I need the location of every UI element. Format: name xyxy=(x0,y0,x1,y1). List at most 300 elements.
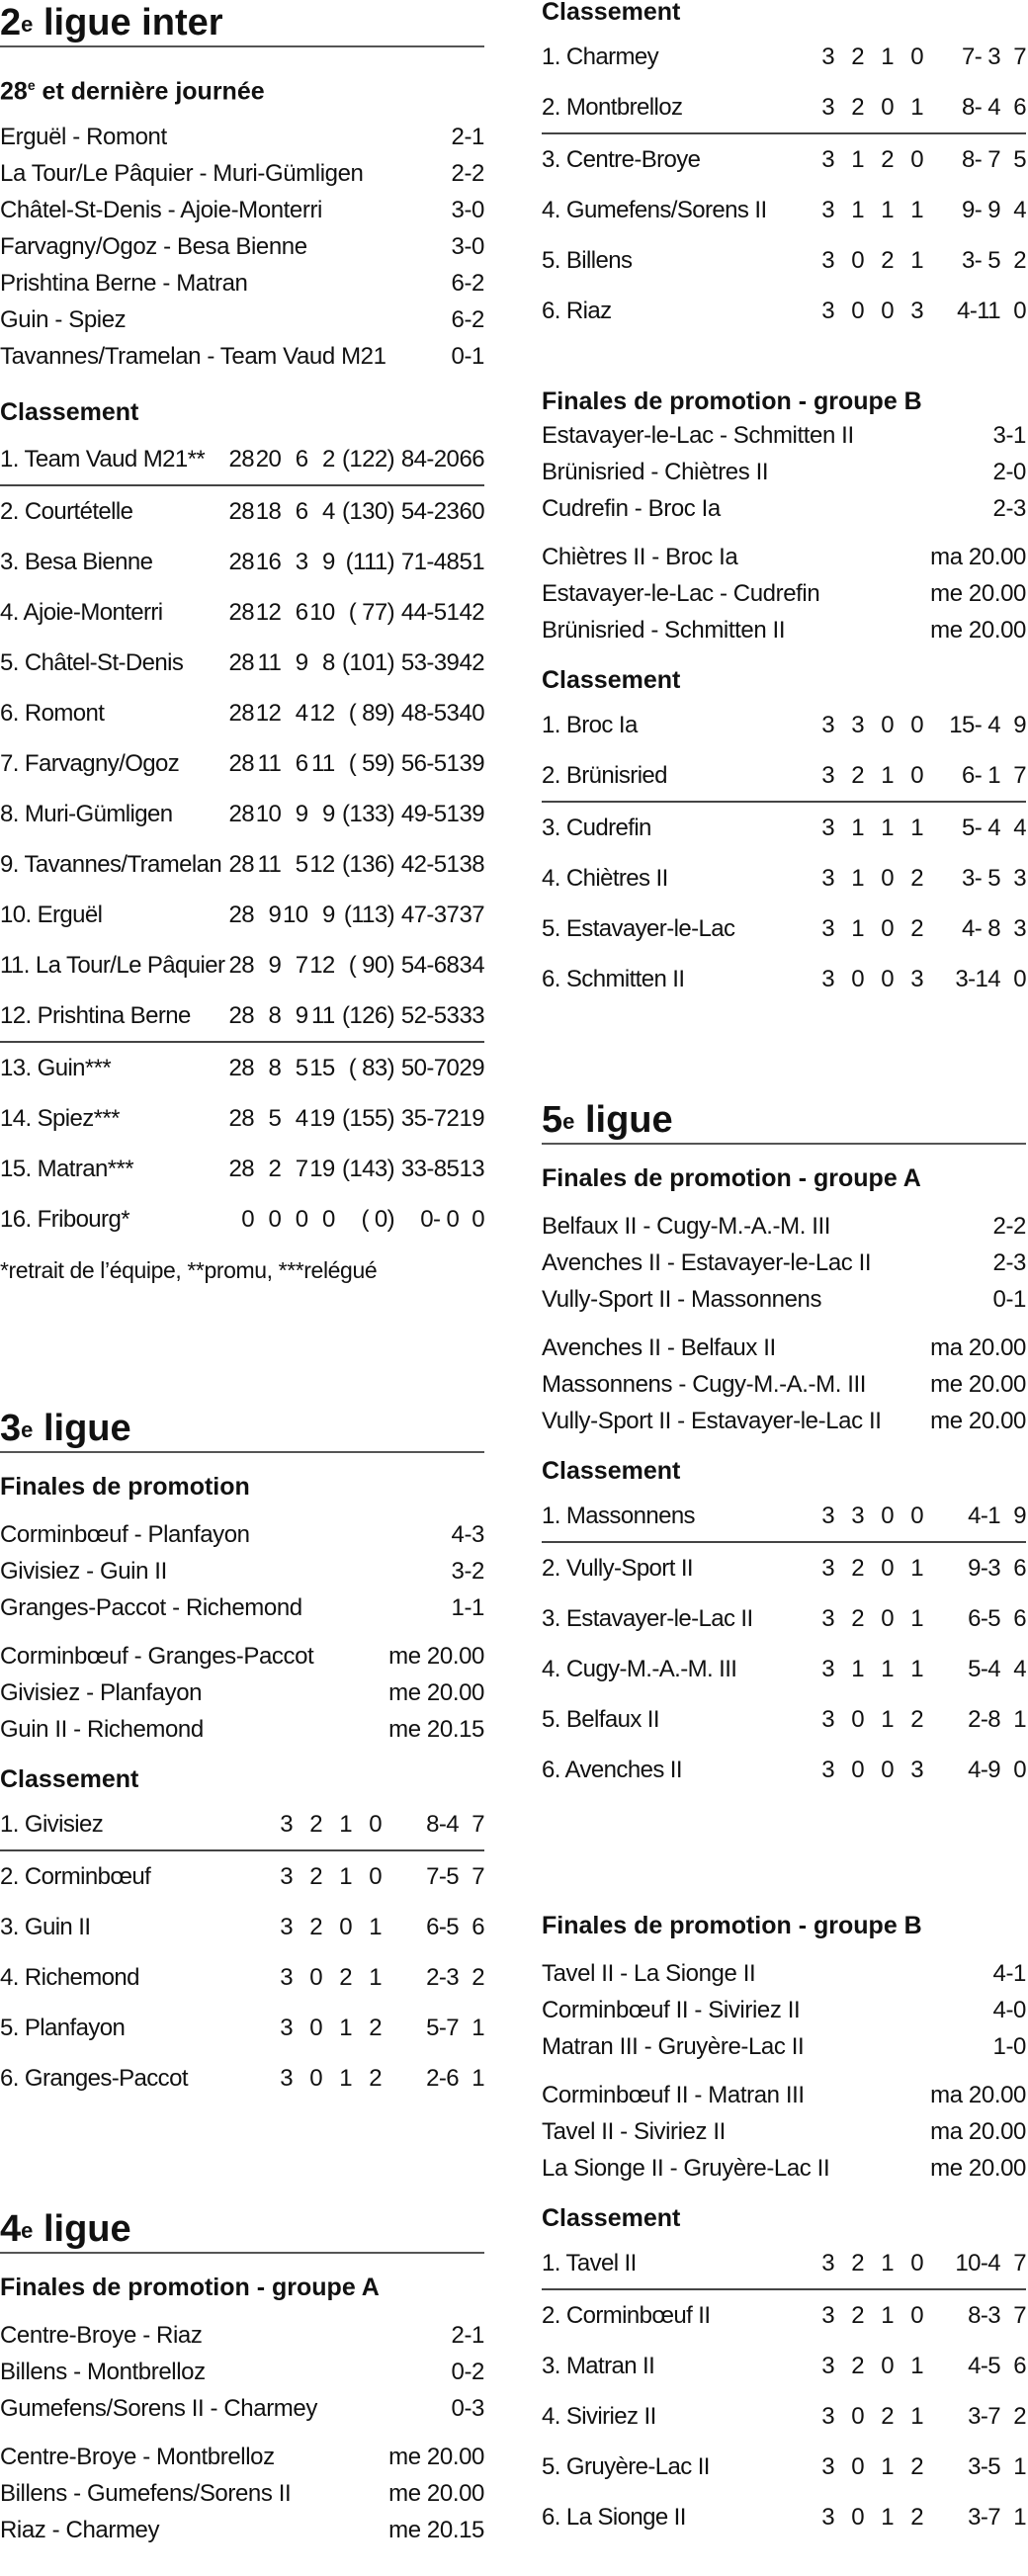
team-name: 15. Matran*** xyxy=(0,1155,133,1182)
stat-p: 1 xyxy=(910,246,923,274)
stat-pen: ( 89) xyxy=(348,699,395,727)
stat-n: 9 xyxy=(295,648,308,676)
results-list xyxy=(0,1516,484,1626)
stat-goals: 4-11 xyxy=(957,297,1000,324)
subtitle: Finales de promotion - groupe A xyxy=(542,1164,921,1192)
match-label: Matran III - Gruyère-Lac II xyxy=(542,2033,805,2060)
result-row xyxy=(542,1955,1026,1992)
stat-p: 0 xyxy=(910,145,923,173)
stat-pen: (113) xyxy=(343,901,395,928)
stat-pts: 6 xyxy=(1000,82,1026,133)
stat-goals: 54-68 xyxy=(400,951,460,979)
stat-j: 3 xyxy=(821,2402,834,2430)
stat-j: 3 xyxy=(821,711,834,738)
match-label: Cudrefin - Broc Ia xyxy=(542,495,721,522)
team-name: 12. Prishtina Berne xyxy=(0,990,224,1042)
stat-n: 0 xyxy=(881,1554,894,1582)
standings-row xyxy=(542,1542,1026,1593)
match-label: Estavayer-le-Lac - Cudrefin xyxy=(542,580,820,607)
standings-row xyxy=(0,890,484,940)
standings-row xyxy=(0,738,484,789)
score: 0-1 xyxy=(992,1286,1026,1313)
score: 4-1 xyxy=(992,1960,1026,1987)
stat-goals: 3-7 xyxy=(968,2402,1000,2430)
stat-n: 1 xyxy=(864,750,894,802)
stat-p: 1 xyxy=(910,2402,923,2430)
stat-n: 9 xyxy=(281,990,307,1042)
stat-pts: 7 xyxy=(459,1799,484,1850)
stat-pts: 6 xyxy=(471,1913,484,1940)
stat-p: 12 xyxy=(309,850,335,878)
team-name: 3. Guin II xyxy=(0,1913,91,1940)
fixtures-list xyxy=(0,2439,484,2548)
stat-p: 2 xyxy=(910,1705,923,1733)
standings-row xyxy=(542,2341,1026,2391)
standings-row xyxy=(542,802,1026,853)
stat-g: 2 xyxy=(834,750,864,802)
stat-pts: 2 xyxy=(471,1963,484,1991)
stat-goals: 3-7 xyxy=(968,2503,1000,2531)
team-name: 16. Fribourg* xyxy=(0,1205,129,1233)
stat-pts: 37 xyxy=(459,901,484,928)
stat-pts: 29 xyxy=(459,1054,484,1081)
stat-goals: 42-51 xyxy=(400,850,460,878)
stat-pts: 0 xyxy=(471,1205,484,1233)
stat-g: 0 xyxy=(309,2064,322,2092)
score: 4-0 xyxy=(992,1997,1026,2023)
stat-pts: 7 xyxy=(1000,2238,1026,2289)
section-5e-ligue xyxy=(542,1097,1026,1795)
team-name: 3. Besa Bienne xyxy=(0,548,153,575)
stat-goals: 33-85 xyxy=(400,1155,460,1182)
standings-row xyxy=(542,2492,1026,2542)
score: 4-3 xyxy=(451,1521,484,1548)
score: 2-1 xyxy=(451,124,484,151)
match-label: Corminbœuf II - Matran III xyxy=(542,2082,805,2108)
stat-g: 0 xyxy=(309,1963,322,1991)
stat-p: 2 xyxy=(307,434,334,485)
stat-n: 6 xyxy=(295,749,308,777)
match-label: Givisiez - Planfayon xyxy=(0,1679,203,1706)
stat-p: 1 xyxy=(910,1655,923,1682)
stat-n: 2 xyxy=(881,145,894,173)
stat-n: 0 xyxy=(881,1604,894,1632)
stat-pts: 51 xyxy=(459,548,484,575)
stat-n: 6 xyxy=(295,598,308,626)
standings-title: Classement xyxy=(0,398,139,427)
stat-g: 2 xyxy=(851,1604,864,1632)
team-name: 5. Planfayon xyxy=(0,2014,126,2041)
result-row xyxy=(542,417,1026,454)
stat-pts: 39 xyxy=(459,800,484,827)
match-label: Chiètres II - Broc Ia xyxy=(542,544,738,570)
stat-pts: 6 xyxy=(1013,1604,1026,1632)
stat-pen: (143) xyxy=(342,1155,395,1182)
subtitle: Finales de promotion - groupe B xyxy=(542,1912,922,1939)
stat-p: 1 xyxy=(369,1963,382,1991)
stat-pts: 3 xyxy=(1013,914,1026,942)
stat-pts: 39 xyxy=(459,749,484,777)
team-name: 5. Gruyère-Lac II xyxy=(542,2452,710,2480)
score: 6-2 xyxy=(451,306,484,334)
stat-j: 28 xyxy=(228,901,254,928)
standings-row xyxy=(0,789,484,839)
standings-row xyxy=(0,537,484,587)
match-label: Prishtina Berne - Matran xyxy=(0,270,248,298)
stat-g: 1 xyxy=(851,864,864,892)
standings-row xyxy=(542,235,1026,286)
stat-goals: 44-51 xyxy=(400,598,460,626)
stat-g: 0 xyxy=(851,2402,864,2430)
result-row xyxy=(542,1281,1026,1318)
stat-pen: (126) xyxy=(335,990,394,1042)
section-4e-ligue xyxy=(0,2206,484,2548)
team-name: 1. Charmey xyxy=(542,43,659,70)
match-label: Billens - Gumefens/Sorens II xyxy=(0,2480,292,2507)
stat-n: 4 xyxy=(295,1104,308,1132)
stat-pts: 6 xyxy=(1013,1554,1026,1582)
stat-j: 3 xyxy=(821,1554,834,1582)
match-label: Tavel II - Siviriez II xyxy=(542,2118,726,2145)
stat-p: 0 xyxy=(910,2301,923,2329)
stat-g: 0 xyxy=(851,1756,864,1783)
score: 0-3 xyxy=(451,2395,484,2422)
stat-n: 1 xyxy=(339,1862,352,1890)
standings-table xyxy=(542,2238,1026,2542)
standings-row xyxy=(542,1694,1026,1745)
stat-n: 0 xyxy=(881,864,894,892)
results-list xyxy=(542,417,1026,527)
stat-g: 10 xyxy=(255,800,282,827)
team-name: 4. Siviriez II xyxy=(542,2402,656,2430)
standings-row xyxy=(0,1042,484,1093)
standings-row xyxy=(0,1194,484,1245)
stat-j: 28 xyxy=(224,434,254,485)
team-name: 4. Cugy-M.-A.-M. III xyxy=(542,1655,737,1682)
standings-row xyxy=(542,853,1026,903)
result-row xyxy=(0,228,484,265)
score: 3-2 xyxy=(451,1558,484,1585)
stat-goals: 47-37 xyxy=(400,901,460,928)
stat-g: 2 xyxy=(309,1913,322,1940)
stat-goals: 5-4 xyxy=(968,1655,1000,1682)
stat-g: 12 xyxy=(255,699,282,727)
stat-j: 28 xyxy=(224,990,254,1042)
stat-p: 11 xyxy=(307,990,334,1042)
kickoff-time: me 20.00 xyxy=(930,1371,1026,1398)
stat-goals: 9- 9 xyxy=(962,196,1000,223)
kickoff-time: ma 20.00 xyxy=(930,2082,1026,2108)
standings-row xyxy=(0,485,484,537)
stat-j: 28 xyxy=(228,749,254,777)
standings-row xyxy=(542,2238,1026,2289)
stat-g: 1 xyxy=(851,196,864,223)
stat-g: 16 xyxy=(255,548,282,575)
classement-4e-ligue-groupe-a xyxy=(542,0,1026,336)
standings-row xyxy=(0,1952,484,2003)
stat-g: 1 xyxy=(851,814,864,841)
standings-row xyxy=(0,839,484,890)
stat-p: 2 xyxy=(369,2014,382,2041)
score: 0-1 xyxy=(451,343,484,371)
stat-pts: 0 xyxy=(1013,297,1026,324)
subtitle: Finales de promotion - groupe A xyxy=(0,2274,380,2301)
stat-p: 0 xyxy=(352,1799,382,1850)
stat-pts: 6 xyxy=(1013,2352,1026,2379)
stat-n: 1 xyxy=(864,2238,894,2289)
stat-goals: 6- 1 xyxy=(923,750,1000,802)
score: 2-2 xyxy=(992,1213,1026,1240)
stat-p: 0 xyxy=(321,1205,335,1233)
stat-j: 3 xyxy=(799,2238,834,2289)
stat-p: 9 xyxy=(321,901,335,928)
stat-p: 2 xyxy=(910,864,923,892)
stat-j: 3 xyxy=(821,965,834,992)
fixture-row xyxy=(542,1330,1026,1366)
stat-pts: 1 xyxy=(471,2064,484,2092)
stat-pen: (136) xyxy=(342,850,395,878)
stat-goals: 6-5 xyxy=(968,1604,1000,1632)
stat-goals: 0- 0 xyxy=(420,1205,460,1233)
stat-g: 2 xyxy=(309,1862,322,1890)
kickoff-time: me 20.00 xyxy=(388,2444,484,2470)
stat-goals: 6-5 xyxy=(426,1913,459,1940)
result-row xyxy=(0,2390,484,2427)
fixture-row xyxy=(542,1366,1026,1403)
match-label: Givisiez - Guin II xyxy=(0,1558,167,1585)
kickoff-time: me 20.15 xyxy=(388,2517,484,2543)
score: 3-1 xyxy=(992,422,1026,449)
stat-p: 0 xyxy=(910,43,923,70)
stat-n: 3 xyxy=(295,548,308,575)
fixture-row xyxy=(542,2113,1026,2150)
stat-g: 8 xyxy=(254,990,281,1042)
team-name: 14. Spiez*** xyxy=(0,1104,120,1132)
match-label: Avenches II - Estavayer-le-Lac II xyxy=(542,1249,872,1276)
stat-goals: 8- 4 xyxy=(923,82,1000,133)
match-label: Brünisried - Schmitten II xyxy=(542,617,786,644)
stat-n: 5 xyxy=(295,1054,308,1081)
team-name: 2. Vully-Sport II xyxy=(542,1554,693,1582)
stat-n: 2 xyxy=(339,1963,352,1991)
stat-goals: 4-1 xyxy=(923,1491,1000,1542)
stat-goals: 8- 7 xyxy=(962,145,1000,173)
team-name: 1. Givisiez xyxy=(0,1799,257,1850)
stat-goals: 4- 8 xyxy=(962,914,1000,942)
stat-g: 11 xyxy=(257,850,282,878)
stat-j: 3 xyxy=(280,1963,293,1991)
section-3e-ligue xyxy=(0,1406,484,2104)
stat-j: 3 xyxy=(821,2301,834,2329)
round-subtitle: 28e et dernière journée xyxy=(0,77,265,106)
fixture-row xyxy=(0,2512,484,2548)
stat-j: 3 xyxy=(280,2014,293,2041)
team-name: 5. Estavayer-le-Lac xyxy=(542,914,735,942)
team-name: 13. Guin*** xyxy=(0,1054,112,1081)
stat-p: 1 xyxy=(910,1554,923,1582)
results-list xyxy=(0,119,484,375)
stat-n: 0 xyxy=(881,965,894,992)
kickoff-time: ma 20.00 xyxy=(930,1334,1026,1361)
stat-n: 1 xyxy=(322,1799,352,1850)
standings-row xyxy=(542,2391,1026,2442)
stat-g: 0 xyxy=(851,1705,864,1733)
stat-j: 28 xyxy=(228,699,254,727)
match-label: Tavel II - La Sionge II xyxy=(542,1960,756,1987)
stat-j: 28 xyxy=(228,1104,254,1132)
fixture-row xyxy=(542,2077,1026,2113)
stat-goals: 4-9 xyxy=(968,1756,1000,1783)
team-name: 6. Romont xyxy=(0,699,105,727)
stat-goals: 56-51 xyxy=(400,749,460,777)
stat-pts: 4 xyxy=(1013,1655,1026,1682)
stat-p: 19 xyxy=(309,1104,335,1132)
stat-n: 1 xyxy=(881,2503,894,2531)
standings-row xyxy=(542,2442,1026,2492)
standings-row xyxy=(542,1644,1026,1694)
team-name: 3. Estavayer-le-Lac II xyxy=(542,1604,753,1632)
score: 2-3 xyxy=(992,1249,1026,1276)
standings-row xyxy=(0,990,484,1042)
standings-row xyxy=(542,750,1026,802)
stat-pen: ( 59) xyxy=(348,749,395,777)
stat-n: 1 xyxy=(881,1705,894,1733)
stat-n: 9 xyxy=(295,800,308,827)
stat-j: 3 xyxy=(280,2064,293,2092)
team-name: 5. Belfaux II xyxy=(542,1705,659,1733)
stat-g: 2 xyxy=(834,82,864,133)
stat-goals: 15- 4 xyxy=(949,711,1000,738)
stat-g: 2 xyxy=(851,2352,864,2379)
standings-table xyxy=(542,700,1026,1004)
stat-j: 3 xyxy=(821,43,834,70)
standings-row xyxy=(0,1799,484,1850)
stat-g: 8 xyxy=(268,1054,282,1081)
match-label: Erguël - Romont xyxy=(0,124,167,151)
stat-pts: 13 xyxy=(459,1155,484,1182)
stat-p: 0 xyxy=(910,711,923,738)
stat-j: 28 xyxy=(228,800,254,827)
stat-pts: 3 xyxy=(1013,864,1026,892)
team-name: 6. La Sionge II xyxy=(542,2503,686,2531)
score: 1-1 xyxy=(451,1594,484,1621)
stat-g: 9 xyxy=(268,901,282,928)
stat-goals: 52-53 xyxy=(394,990,459,1042)
stat-n: 0 xyxy=(864,82,894,133)
stat-g: 9 xyxy=(268,951,282,979)
team-name: 2. Montbrelloz xyxy=(542,82,799,133)
stat-j: 3 xyxy=(257,1799,293,1850)
result-row xyxy=(542,1245,1026,1281)
stat-goals: 10-4 xyxy=(923,2238,1000,2289)
stat-n: 6 xyxy=(281,434,307,485)
stat-pts: 19 xyxy=(459,1104,484,1132)
match-label: Corminbœuf - Planfayon xyxy=(0,1521,250,1548)
result-row xyxy=(542,454,1026,490)
team-name: 3. Cudrefin xyxy=(542,814,651,841)
stat-pen: ( 0) xyxy=(361,1205,395,1233)
match-label: Gumefens/Sorens II - Charmey xyxy=(0,2395,317,2422)
stat-j: 3 xyxy=(821,196,834,223)
stat-p: 9 xyxy=(321,800,335,827)
team-name: 2. Brünisried xyxy=(542,750,799,802)
stat-n: 0 xyxy=(339,1913,352,1940)
stat-pen: (101) xyxy=(342,648,395,676)
stat-j: 3 xyxy=(821,297,834,324)
standings-row xyxy=(542,32,1026,82)
team-name: 9. Tavannes/Tramelan xyxy=(0,850,222,878)
fixtures-list xyxy=(542,2077,1026,2187)
stat-pen: ( 83) xyxy=(348,1054,395,1081)
stat-n: 1 xyxy=(339,2064,352,2092)
result-row xyxy=(0,1516,484,1553)
stat-pts: 1 xyxy=(1013,2503,1026,2531)
stat-j: 3 xyxy=(821,1705,834,1733)
stat-p: 0 xyxy=(894,750,923,802)
result-row xyxy=(0,2354,484,2390)
stat-pts: 60 xyxy=(459,497,484,525)
stat-g: 5 xyxy=(268,1104,282,1132)
left-column xyxy=(0,0,484,2543)
stat-n: 1 xyxy=(881,2452,894,2480)
standings-row xyxy=(542,1593,1026,1644)
stat-pts: 9 xyxy=(1013,711,1026,738)
standings-row xyxy=(542,2289,1026,2341)
stat-n: 1 xyxy=(881,1655,894,1682)
stat-n: 1 xyxy=(339,2014,352,2041)
standings-row xyxy=(542,1745,1026,1795)
stat-g: 2 xyxy=(834,2238,864,2289)
stat-p: 2 xyxy=(910,2452,923,2480)
match-label: Massonnens - Cugy-M.-A.-M. III xyxy=(542,1371,867,1398)
stat-n: 0 xyxy=(864,1491,894,1542)
stat-n: 2 xyxy=(881,246,894,274)
stat-p: 3 xyxy=(910,1756,923,1783)
stat-p: 0 xyxy=(894,1491,923,1542)
standings-row xyxy=(0,638,484,688)
stat-goals: 48-53 xyxy=(400,699,460,727)
standings-row xyxy=(0,1902,484,1952)
standings-row xyxy=(542,700,1026,750)
stat-g: 1 xyxy=(851,914,864,942)
team-name: 4. Ajoie-Monterri xyxy=(0,598,163,626)
stat-pen: ( 90) xyxy=(348,951,395,979)
match-label: Riaz - Charmey xyxy=(0,2517,160,2543)
stat-pts: 7 xyxy=(1013,2301,1026,2329)
stat-pen: (111) xyxy=(345,548,395,575)
team-name: 3. Matran II xyxy=(542,2352,655,2379)
results-list xyxy=(0,2317,484,2427)
stat-j: 28 xyxy=(228,850,254,878)
stat-p: 9 xyxy=(321,548,335,575)
stat-g: 12 xyxy=(255,598,282,626)
stat-n: 1 xyxy=(881,196,894,223)
stat-p: 19 xyxy=(309,1155,335,1182)
match-label: Granges-Paccot - Richemond xyxy=(0,1594,302,1621)
stat-n: 1 xyxy=(881,2301,894,2329)
standings-title: Classement xyxy=(542,2204,681,2232)
result-row xyxy=(0,192,484,228)
stat-j: 3 xyxy=(821,814,834,841)
stat-pts: 4 xyxy=(1013,196,1026,223)
fixtures-list xyxy=(542,1330,1026,1439)
team-name: 5. Châtel-St-Denis xyxy=(0,648,184,676)
fixture-row xyxy=(0,1638,484,1674)
match-label: Farvagny/Ogoz - Besa Bienne xyxy=(0,233,307,261)
stat-p: 1 xyxy=(369,1913,382,1940)
result-row xyxy=(0,265,484,301)
team-name: 7. Farvagny/Ogoz xyxy=(0,749,180,777)
